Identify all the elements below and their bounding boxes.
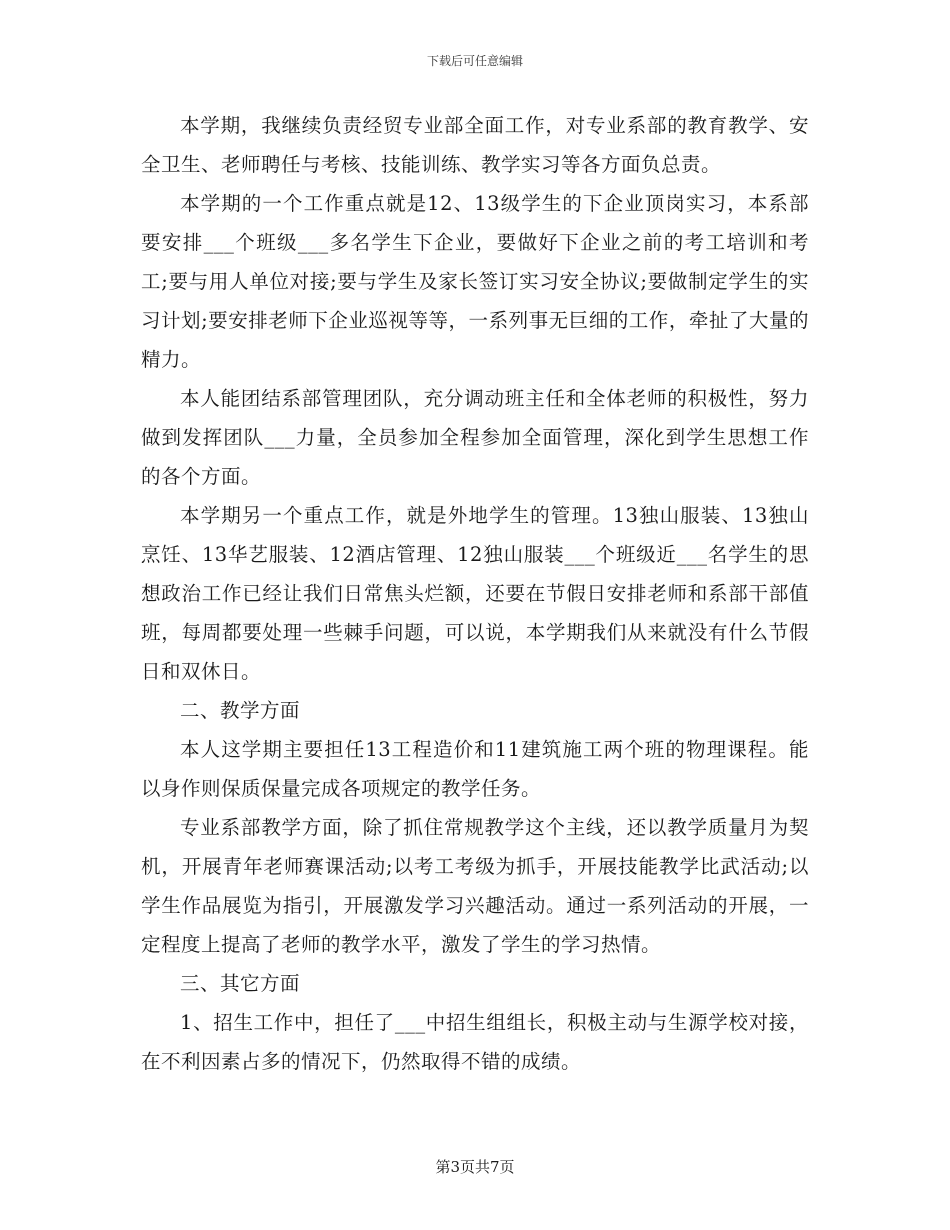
page-footer: 第3页共7页 <box>435 1158 515 1176</box>
paragraph-9: 1、招生工作中，担任了___中招生组组长，积极主动与生源学校对接，在不利因素占多的情况下，仍然取得不错的成绩。 <box>141 1011 809 1073</box>
paragraph-4: 本学期另一个重点工作，就是外地学生的管理。13独山服装、13独山烹饪、13华艺服装、12酒店管理、12独山服装___个班级近___名学生的思想政治工作已经让我们日常焦头烂额，还要在节假日安排老师和系部干部值班，每周都要处理一些棘手问题，可以说，本学期我们从来就没有什么节假日和双休日。 <box>141 504 809 683</box>
paragraph-1: 本学期，我继续负责经贸专业部全面工作，对专业系部的教育教学、安全卫生、老师聘任与考核、技能训练、教学实习等各方面负总责。 <box>141 114 809 176</box>
paragraph-3: 本人能团结系部管理团队，充分调动班主任和全体老师的积极性，努力做到发挥团队___力量，全员参加全程参加全面管理，深化到学生思想工作的各个方面。 <box>141 387 809 488</box>
paragraph-7: 专业系部教学方面，除了抓住常规教学这个主线，还以教学质量月为契机，开展青年老师赛课活动;以考工考级为抓手，开展技能教学比武活动;以学生作品展览为指引，开展激发学习兴趣活动。通过一系列活动的开展，一定程度上提高了老师的教学水平，激发了学生的学习热情。 <box>141 816 809 956</box>
section-heading-teaching: 二、教学方面 <box>180 699 301 722</box>
section-heading-other: 三、其它方面 <box>180 972 301 995</box>
paragraph-2: 本学期的一个工作重点就是12、13级学生的下企业顶岗实习，本系部要安排___个班级___多名学生下企业，要做好下企业之前的考工培训和考工;要与用人单位对接;要与学生及家长签订实习安全协议;要做制定学生的实习计划;要安排老师下企业巡视等等，一系列事无巨细的工作，牵扯了大量的精力。 <box>141 192 809 371</box>
document-body <box>141 106 809 1081</box>
paragraph-6: 本人这学期主要担任13工程造价和11建筑施工两个班的物理课程。能以身作则保质保量完成各项规定的教学任务。 <box>141 738 809 800</box>
page-header: 下载后可任意编辑 <box>426 54 523 68</box>
